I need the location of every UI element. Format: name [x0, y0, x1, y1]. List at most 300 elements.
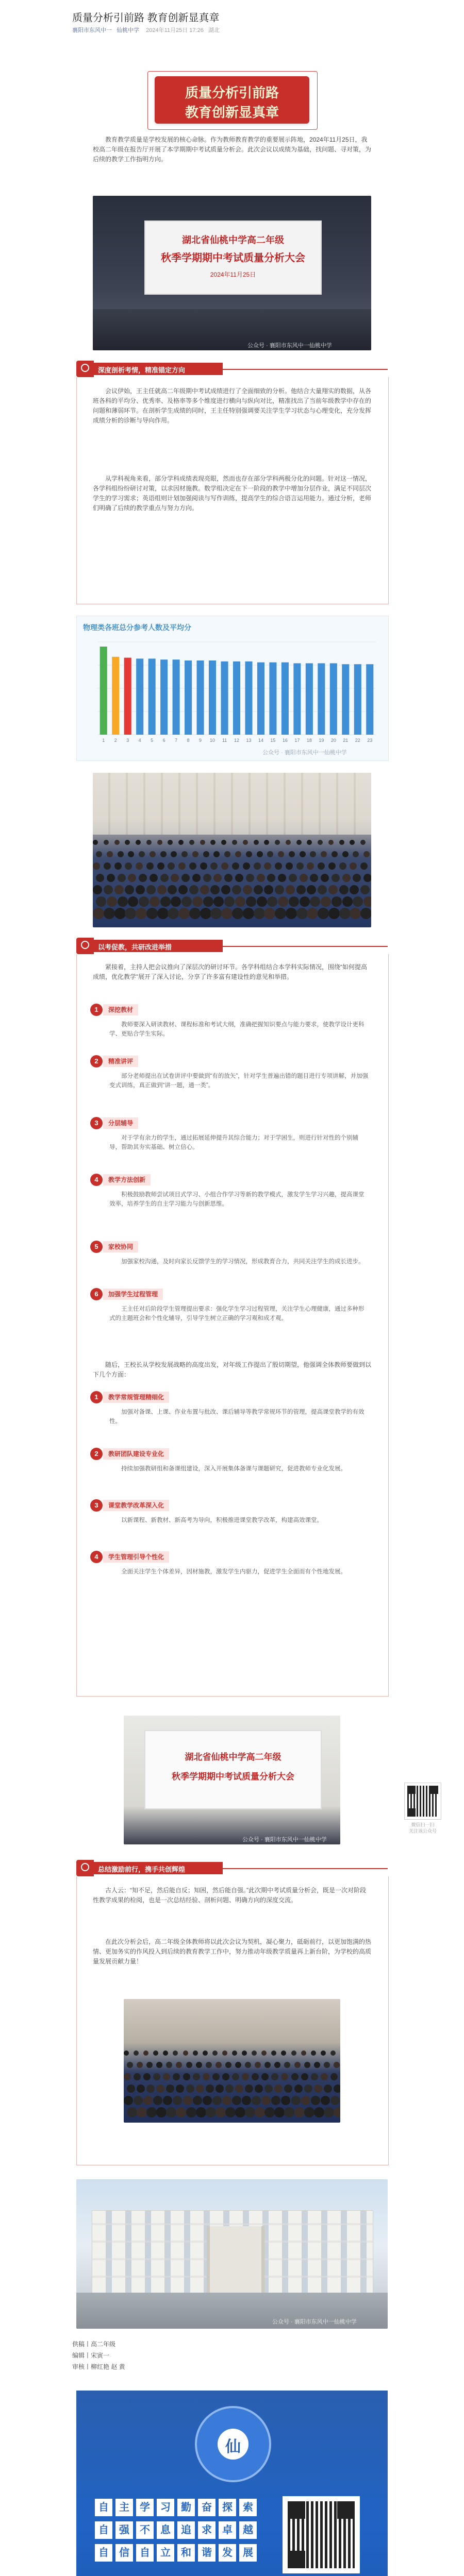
audience-member — [267, 851, 273, 857]
motto-char: 追 — [177, 2521, 195, 2539]
audience-member — [157, 908, 169, 919]
audience-member — [328, 885, 338, 894]
audience-member — [300, 851, 306, 857]
audience-member — [163, 2073, 170, 2080]
screen-line-2: 秋季学期期中考试质量分析大会 — [161, 252, 305, 264]
audience-member — [232, 840, 237, 845]
audience-member — [196, 2107, 206, 2117]
item-label: 教研团队建设专业化 — [103, 1448, 169, 1460]
audience-member — [183, 2096, 192, 2105]
audience-member — [168, 885, 177, 894]
audience-member — [157, 885, 167, 894]
chart-bar — [160, 659, 168, 735]
section-3-lead: 随后，王校长从学校发展战略的高度出发，对年级工作提出了殷切期望，他强调全体教师要做到以下几个方面： — [93, 1361, 372, 1378]
audience-member — [178, 908, 190, 919]
audience-member — [114, 908, 126, 919]
audience-member — [221, 908, 233, 919]
audience-member — [301, 2096, 310, 2105]
audience-member — [125, 840, 130, 845]
chart-tick-label: 21 — [343, 738, 349, 743]
audience-member — [203, 874, 211, 882]
audience-member — [136, 885, 145, 894]
audience-member — [274, 2084, 283, 2093]
audience-member — [157, 840, 162, 845]
audience-member — [286, 908, 297, 919]
audience-member — [139, 851, 145, 857]
audience-member — [166, 2062, 172, 2068]
audience-member — [210, 885, 220, 894]
audience-member — [242, 2073, 249, 2080]
audience-member — [146, 2062, 153, 2068]
chart-bar — [112, 657, 119, 735]
unit-name-link[interactable]: 仙桃中学 — [117, 27, 140, 33]
audience-member — [225, 2107, 236, 2117]
meeting-photo-2 — [93, 773, 371, 927]
audience-member — [286, 862, 293, 870]
audience-member — [224, 851, 230, 857]
audience-member — [222, 2073, 229, 2080]
audience-member — [200, 885, 209, 894]
audience-member — [139, 874, 147, 882]
audience-member — [291, 2073, 299, 2080]
audience-member — [243, 840, 248, 845]
audience-member — [225, 2062, 231, 2068]
audience-member — [294, 2107, 305, 2117]
audience-member — [107, 874, 115, 882]
audience-member — [318, 862, 325, 870]
item-number: 1 — [90, 1391, 103, 1403]
audience-member — [353, 874, 361, 882]
audience-member — [307, 885, 316, 894]
audience-member — [321, 2050, 326, 2056]
audience-member — [252, 2050, 257, 2056]
audience-member — [136, 840, 141, 845]
chart-tick-label: 8 — [187, 738, 190, 743]
audience-member — [189, 885, 198, 894]
audience-member — [128, 851, 134, 857]
audience-member — [196, 2084, 204, 2093]
audience-member — [183, 2050, 188, 2056]
audience-member — [156, 2107, 167, 2117]
audience-member — [245, 2084, 253, 2093]
section-icon — [76, 361, 94, 377]
photo-watermark: 公众号 · 襄阳市东风中一仙桃中学 — [247, 343, 332, 349]
audience-member — [171, 874, 179, 882]
chart-tick-label: 22 — [355, 738, 360, 743]
audience-member — [330, 2073, 338, 2080]
chart-tick-label: 17 — [294, 738, 300, 743]
audience-member — [339, 840, 344, 845]
audience-member — [125, 862, 132, 870]
chart-bar — [197, 660, 204, 735]
audience-member — [296, 840, 302, 845]
audience-member — [257, 874, 265, 882]
audience-member — [324, 2084, 332, 2093]
audience-member — [304, 2062, 310, 2068]
item-label: 精准讲评 — [103, 1056, 138, 1067]
audience-member — [311, 2050, 316, 2056]
audience-member — [254, 908, 265, 919]
audience-member — [243, 908, 254, 919]
audience-member — [289, 874, 297, 882]
audience-member — [168, 908, 179, 919]
audience-member — [114, 885, 124, 894]
audience-member — [284, 2107, 294, 2117]
chart-tick-label: 6 — [162, 738, 165, 743]
audience-member — [274, 2107, 285, 2117]
section-1-title: 深度剖析考情，精准锚定方向 — [98, 366, 186, 374]
article-meta — [72, 26, 220, 34]
audience-member — [160, 851, 167, 857]
item-label: 教学方法创新 — [103, 1174, 151, 1185]
audience-member — [143, 2096, 153, 2105]
intro-paragraph: 教育教学质量是学校发展的核心命脉。作为教师教育教学的重要展示阵地，2024年11月25日，我校高二年级在报告厅开展了本学期期中考试质量分析会。此次会议以成绩为基础，找问题、寻对策，为后续的教学工作指明方向。 — [93, 136, 372, 163]
item-text: 以新课程、新教材、新高考为导向，积极推进课堂教学改革，构建高效课堂。 — [121, 1517, 323, 1523]
motto-char: 习 — [157, 2499, 174, 2516]
audience-member — [255, 2084, 263, 2093]
audience-member — [339, 885, 349, 894]
audience-member — [203, 851, 209, 857]
motto-char: 谐 — [198, 2544, 216, 2562]
audience-member — [114, 840, 120, 845]
screen-line-1: 湖北省仙桃中学高二年级 — [182, 235, 284, 245]
chart-bar — [245, 662, 252, 735]
audience-member — [246, 874, 254, 882]
audience-member — [304, 2084, 312, 2093]
audience-member — [284, 2062, 290, 2068]
audience-member — [166, 2084, 174, 2093]
item-label: 教学常规管理精细化 — [103, 1392, 169, 1403]
audience-member — [330, 2050, 336, 2056]
audience-member — [181, 874, 190, 882]
audience-member — [360, 862, 368, 870]
audience-member — [136, 862, 143, 870]
audience-member — [168, 840, 173, 845]
audience-member — [235, 851, 241, 857]
section-1-para-2: 从学科视角来看，部分学科成绩表现亮眼，然而也存在部分学科两极分化的问题。针对这一情况，各学科组纷纷研讨对策，以求因材施教。数学组决定在下一阶段的教学中增加分层作业，满足不同层次学生的学习需求；英语组则计划加强阅读与写作训练，提高学生的综合语言运用能力。通过分析，老师们明确了后续的教学重点与努力方向。 — [93, 475, 372, 512]
audience-member — [275, 862, 282, 870]
audience-member — [189, 840, 194, 845]
banner-line-2: 教育创新显真章 — [185, 105, 279, 120]
photo-watermark: 公众号 · 襄阳市东风中一仙桃中学 — [242, 1837, 327, 1843]
audience-member — [296, 908, 308, 919]
chart-bar — [148, 658, 156, 735]
chart-tick-label: 19 — [319, 738, 324, 743]
audience-crowd — [124, 2050, 340, 2123]
audience-member — [328, 862, 336, 870]
audience-member — [321, 896, 331, 907]
screen-date: 2024年11月25日 — [210, 271, 256, 278]
audience-member — [232, 2073, 239, 2080]
audience-member — [206, 2084, 214, 2093]
motto-char: 信 — [115, 2544, 133, 2562]
audience-member — [93, 862, 100, 870]
chart-bar — [281, 663, 289, 735]
chart-bar — [100, 647, 107, 735]
audience-member — [301, 2073, 308, 2080]
audience-member — [173, 2073, 180, 2080]
audience-member — [118, 874, 126, 882]
audience-member — [294, 2084, 303, 2093]
audience-member — [146, 862, 154, 870]
audience-member — [203, 2096, 212, 2105]
audience-member — [224, 874, 233, 882]
audience-member — [278, 851, 284, 857]
motto-char: 不 — [136, 2521, 154, 2539]
item-label: 深挖教材 — [103, 1004, 138, 1015]
audience-member — [252, 2073, 259, 2080]
audience-member — [189, 908, 201, 919]
item-number: 6 — [90, 1288, 103, 1300]
audience-member — [360, 908, 371, 919]
audience-member — [278, 896, 288, 907]
audience-member — [93, 908, 104, 919]
audience-member — [275, 885, 284, 894]
motto-char: 主 — [115, 2499, 133, 2516]
motto-char: 息 — [157, 2521, 174, 2539]
audience-member — [173, 2096, 182, 2105]
audience-member — [124, 2050, 129, 2056]
audience-member — [232, 2096, 241, 2105]
audience-member — [311, 2096, 320, 2105]
item-label: 加强学生过程管理 — [103, 1289, 163, 1300]
motto-char: 卓 — [219, 2521, 236, 2539]
item-number: 2 — [90, 1448, 103, 1460]
audience-member — [134, 2073, 141, 2080]
section-2-intro: 紧接着，主持人把会议推向了深层次的研讨环节。各学科组结合本学科实际情况，围绕“如何提高成绩，优化教学”展开了深入讨论，分享了许多富有建设性的意见和举措。 — [93, 963, 367, 980]
chart-bar — [257, 663, 264, 735]
audience-member — [96, 874, 104, 882]
audience-member — [203, 2050, 208, 2056]
audience-member — [189, 862, 196, 870]
campus-photo — [76, 2179, 388, 2329]
audience-member — [235, 2084, 243, 2093]
motto-char: 探 — [219, 2499, 236, 2516]
audience-member — [137, 2062, 143, 2068]
meeting-photo-4 — [124, 1999, 340, 2123]
audience-member — [291, 2050, 296, 2056]
audience-member — [153, 2050, 158, 2056]
audience-member — [242, 2050, 247, 2056]
author-credit: 供稿丨高二年级 — [72, 2341, 116, 2348]
audience-member — [350, 908, 361, 919]
audience-member — [328, 840, 334, 845]
audience-member — [318, 908, 329, 919]
audience-member — [318, 840, 323, 845]
follow-qr-caption: 微信扫一扫 关注该公众号 — [408, 1822, 437, 1834]
audience-member — [156, 2084, 164, 2093]
audience-member — [124, 2073, 131, 2080]
audience-member — [104, 862, 111, 870]
chart-bar — [185, 660, 192, 735]
chart-tick-label: 2 — [114, 738, 117, 743]
chart-tick-label: 4 — [138, 738, 141, 743]
item-number: 3 — [90, 1499, 103, 1512]
audience-member — [210, 862, 218, 870]
audience-member — [196, 2062, 202, 2068]
item-text: 全面关注学生个体差异，因材施教，激发学生内驱力，促进学生全面而有个性地发展。 — [121, 1569, 346, 1575]
chart-tick-label: 3 — [126, 738, 129, 743]
audience-member — [350, 885, 359, 894]
audience-member — [314, 2084, 322, 2093]
audience-member — [150, 874, 158, 882]
audience-member — [274, 2062, 280, 2068]
audience-member — [136, 908, 147, 919]
audience-member — [278, 874, 286, 882]
audience-member — [310, 896, 320, 907]
audience-member — [264, 2062, 271, 2068]
audience-member — [261, 2050, 267, 2056]
audience-member — [153, 2073, 160, 2080]
item-text: 积极鼓励教师尝试项目式学习、小组合作学习等新的教学模式，激发学生学习兴趣，提高课堂效率，培养学生的自主学习能力与创新思维。 — [109, 1192, 364, 1207]
item-text: 加强对备课、上课、作业布置与批改、课后辅导等教学常规环节的管理，提高课堂教学的有效性。 — [109, 1409, 364, 1425]
audience-member — [216, 2107, 226, 2117]
audience-member — [163, 2096, 172, 2105]
audience-member — [178, 862, 186, 870]
chart-bar — [366, 664, 373, 735]
audience-member — [153, 2096, 162, 2105]
motto-char: 强 — [115, 2521, 133, 2539]
audience-member — [125, 885, 134, 894]
audience-member — [339, 908, 351, 919]
audience-member — [183, 2073, 190, 2080]
chart-tick-label: 10 — [210, 738, 216, 743]
chart-title: 物理类各班总分参考人数及平均分 — [83, 623, 191, 632]
audience-member — [150, 851, 156, 857]
audience-member — [321, 2073, 328, 2080]
bar-chart — [77, 616, 388, 760]
audience-member — [275, 908, 286, 919]
audience-member — [235, 874, 243, 882]
follow-qr-code[interactable] — [404, 1783, 441, 1820]
audience-member — [289, 851, 295, 857]
audience-member — [332, 874, 340, 882]
audience-member — [118, 896, 128, 907]
chart-watermark: 公众号 · 襄阳市东风中一仙桃中学 — [262, 750, 347, 756]
chart-bar — [233, 662, 240, 735]
audience-member — [235, 2107, 245, 2117]
audience-member — [291, 2096, 301, 2105]
audience-member — [104, 908, 115, 919]
audience-member — [93, 885, 102, 894]
audience-member — [224, 896, 235, 907]
audience-member — [221, 840, 226, 845]
audience-member — [281, 2096, 290, 2105]
audience-member — [192, 851, 198, 857]
chart-tick-label: 5 — [151, 738, 154, 743]
audience-member — [163, 2050, 168, 2056]
audience-member — [334, 2062, 340, 2068]
audience-member — [171, 896, 181, 907]
audience-member — [296, 862, 304, 870]
audience-crowd — [93, 840, 371, 927]
audience-member — [314, 2107, 324, 2117]
audience-member — [176, 2107, 186, 2117]
item-number: 2 — [90, 1055, 103, 1067]
section-header-1 — [76, 361, 388, 377]
item-text: 加强家校沟通，及时向家长反馈学生的学习情况，形成教育合力，共同关注学生的成长进步。 — [121, 1259, 364, 1265]
audience-member — [324, 2062, 330, 2068]
audience-member — [225, 2084, 234, 2093]
audience-member — [127, 2062, 133, 2068]
audience-member — [264, 908, 275, 919]
motto-char: 立 — [157, 2544, 174, 2562]
audience-member — [178, 885, 188, 894]
audience-member — [157, 862, 164, 870]
section-1-para-1: 会议伊始，王主任就高二年级期中考试成绩进行了全面细致的分析。他结合大量翔实的数据，从各班各科的平均分、优秀率、及格率等多个维度进行横向与纵向对比，精准找出了当前年级教学中存在的问题和薄弱环节。在剖析学生成绩的同时，王主任特别强调要关注学生学习状态与心理变化，充分发挥成绩分析的诊断与导向作用。 — [93, 387, 372, 424]
audience-member — [363, 851, 370, 857]
audience-member — [310, 874, 318, 882]
audience-member — [222, 2096, 231, 2105]
chart-panel — [76, 616, 389, 761]
audience-member — [254, 885, 263, 894]
audience-member — [107, 851, 113, 857]
audience-member — [181, 896, 192, 907]
audience-member — [301, 2050, 306, 2056]
audience-member — [350, 840, 355, 845]
audience-member — [294, 2062, 301, 2068]
audience-member — [210, 840, 216, 845]
audience-member — [281, 2073, 288, 2080]
audience-member — [181, 851, 188, 857]
motto-char: 奋 — [198, 2499, 216, 2516]
audience-member — [216, 2062, 222, 2068]
footer-qr-code[interactable] — [283, 2496, 360, 2573]
publish-location: 湖北 — [208, 27, 220, 33]
audience-member — [232, 2050, 237, 2056]
audience-member — [104, 885, 113, 894]
audience-member — [255, 2107, 265, 2117]
chart-bar — [269, 663, 276, 735]
publish-date: 2024年11月25日 17:26 — [146, 27, 204, 33]
audience-member — [210, 908, 222, 919]
audience-member — [146, 2107, 157, 2117]
item-text: 教师要深入研读教材、课程标准和考试大纲，准确把握知识要点与能力要求，使教学设计更科学、更贴合学生实际。 — [109, 1022, 364, 1037]
motto-char: 学 — [136, 2499, 154, 2516]
audience-member — [307, 862, 314, 870]
audience-member — [200, 840, 205, 845]
audience-member — [206, 2062, 212, 2068]
item-number: 4 — [90, 1551, 103, 1563]
editor-credit: 编辑丨宋寅一 — [72, 2352, 110, 2359]
audience-member — [360, 885, 370, 894]
section-2-title: 以考促教，共研改进举措 — [98, 943, 172, 951]
audience-member — [178, 840, 184, 845]
item-number: 3 — [90, 1117, 103, 1129]
item-text: 王主任对后阶段学生管理提出要求：强化学生学习过程管理，关注学生心理健康，通过多种形式的主题班会和个性化辅导，引导学生树立正确的学习观和成才观。 — [109, 1306, 364, 1321]
chart-bar — [354, 664, 361, 735]
account-name-link[interactable]: 襄阳市东风中一 — [72, 27, 112, 33]
section-4-title: 总结激励前行，携手共创辉煌 — [98, 1866, 186, 1873]
audience-member — [107, 896, 117, 907]
audience-member — [318, 885, 327, 894]
audience-member — [242, 2096, 251, 2105]
audience-member — [235, 2062, 241, 2068]
audience-member — [246, 896, 256, 907]
chart-tick-label: 15 — [270, 738, 276, 743]
motto-char: 展 — [239, 2544, 257, 2562]
audience-member — [271, 2073, 278, 2080]
audience-member — [212, 2096, 222, 2105]
banner-line-1: 质量分析引前路 — [185, 85, 279, 100]
item-text: 持续加强教研组和备课组建设，深入开展集体备课与课题研究，促进教师专业化发展。 — [121, 1466, 346, 1472]
projection-screen — [144, 221, 322, 295]
chart-bar — [306, 663, 313, 735]
audience-member — [171, 851, 177, 857]
audience-member — [275, 840, 280, 845]
audience-member — [222, 2050, 227, 2056]
audience-member — [350, 862, 357, 870]
